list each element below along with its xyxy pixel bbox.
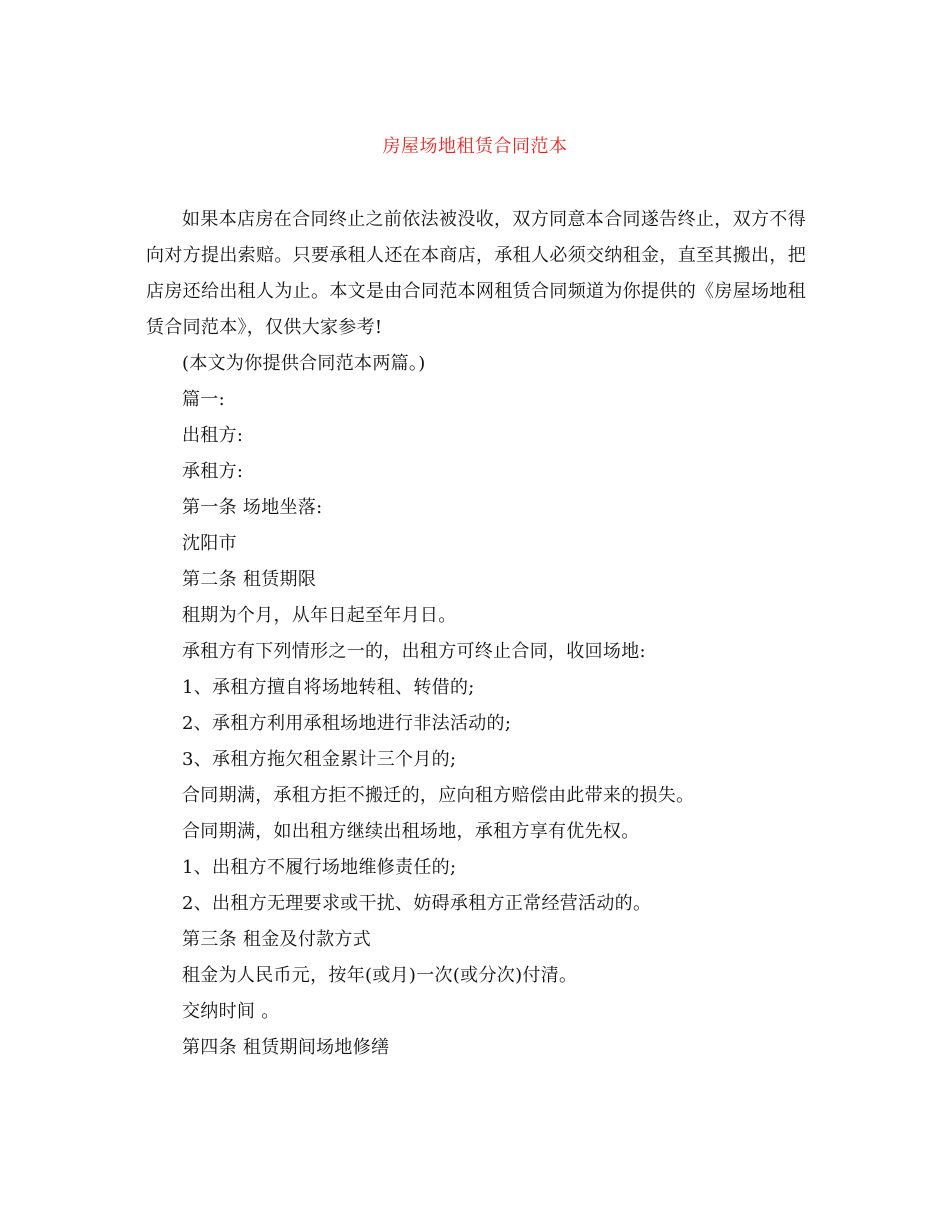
body-line: 3、承租方拖欠租金累计三个月的;: [182, 749, 457, 770]
body-line: 交纳时间 。: [182, 1001, 280, 1022]
document-title: 房屋场地租赁合同范本: [382, 136, 568, 157]
body-line: 1、承租方擅自将场地转租、转借的;: [182, 677, 475, 698]
body-line: 1、出租方不履行场地维修责任的;: [182, 857, 457, 878]
body-line: 第一条 场地坐落:: [182, 497, 323, 518]
body-line: 合同期满，承租方拒不搬迁的，应向租方赔偿由此带来的损失。: [182, 785, 695, 806]
body-line: 租金为人民币元，按年(或月)一次(或分次)付清。: [182, 965, 578, 986]
body-line: 承租方有下列情形之一的，出租方可终止合同，收回场地:: [182, 641, 646, 662]
body-line: 合同期满，如出租方继续出租场地，承租方享有优先权。: [182, 821, 640, 842]
body-line: 沈阳市: [182, 533, 237, 554]
body-line: 第四条 租赁期间场地修缮: [182, 1037, 390, 1058]
body-line: 2、出租方无理要求或干扰、妨碍承租方正常经营活动的。: [182, 893, 652, 914]
body-line: 租期为个月，从年日起至年月日。: [182, 605, 457, 626]
body-line: 第二条 租赁期限: [182, 569, 317, 590]
body-line: 第三条 租金及付款方式: [182, 929, 372, 950]
document-body: [146, 202, 806, 1066]
body-line: 出租方:: [182, 425, 244, 446]
body-line: 承租方:: [182, 461, 244, 482]
intro-paragraph: 如果本店房在合同终止之前依法被没收，双方同意本合同遂告终止，双方不得向对方提出索赔。只要承租人还在本商店，承租人必须交纳租金，直至其搬出，把店房还给出租人为止。本文是由合同范本网租赁合同频道为你提供的《房屋场地租赁合同范本》，仅供大家参考!: [146, 209, 806, 338]
body-line: 2、承租方利用承租场地进行非法活动的;: [182, 713, 512, 734]
body-line: 篇一:: [182, 389, 225, 410]
body-line: (本文为你提供合同范本两篇。): [182, 353, 426, 374]
